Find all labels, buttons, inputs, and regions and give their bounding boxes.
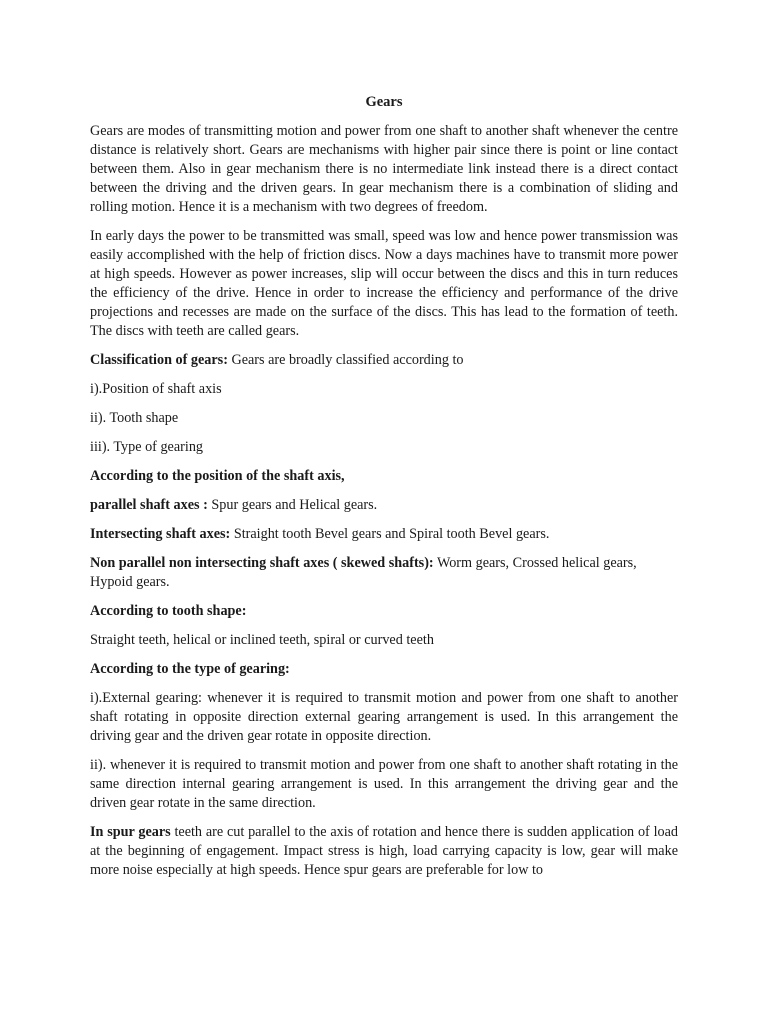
criteria-item-1: i).Position of shaft axis	[90, 381, 222, 397]
criteria-item-3: iii). Type of gearing	[90, 439, 204, 455]
parallel-shaft-paragraph	[90, 496, 678, 515]
classification-text: Gears are broadly classified according to	[227, 352, 464, 368]
page-title: Gears	[365, 94, 403, 110]
internal-gearing-paragraph: ii). whenever it is required to transmit motion and power from one shaft to another shaft rotating in the same direction internal gearing arrangement is used. In this arrangement the driving gear and the driven gear rotate in the same direction.	[90, 757, 678, 811]
spur-gears-text: teeth are cut parallel to the axis of rotation and hence there is sudden application of load at the beginning of engagement. Impact stress is high, load carrying capacity is low, gear will make more noise especially at high speeds. Hence spur gears are preferable for low to	[90, 824, 678, 878]
parallel-shaft-label: parallel shaft axes :	[90, 497, 208, 513]
spur-gears-paragraph	[90, 823, 678, 880]
external-gearing-paragraph: i).External gearing: whenever it is required to transmit motion and power from one shaft to another shaft rotating in opposite direction external gearing arrangement is used. In this arrangement the driving gear and the driven gear rotate in opposite direction.	[90, 690, 678, 744]
intro-paragraph-1: Gears are modes of transmitting motion and power from one shaft to another shaft whenever the centre distance is relatively short. Gears are mechanisms with higher pair since there is point or line contact between them. Also in gear mechanism there is no intermediate link instead there is a direct contact between the driving and the driven gears. In gear mechanism there is a combination of sliding and rolling motion. Hence it is a mechanism with two degrees of freedom.	[90, 123, 678, 215]
criteria-item-2: ii). Tooth shape	[90, 410, 179, 426]
classification-label: Classification of gears:	[90, 352, 228, 368]
tooth-shape-heading: According to tooth shape:	[90, 603, 247, 619]
classification-paragraph	[90, 351, 678, 370]
spur-gears-label: In spur gears	[90, 824, 171, 840]
skewed-shaft-label: Non parallel non intersecting shaft axes ( skewed shafts):	[90, 555, 434, 571]
gearing-type-heading: According to the type of gearing:	[90, 661, 290, 677]
tooth-shape-text: Straight teeth, helical or inclined teeth, spiral or curved teeth	[90, 632, 434, 648]
intersecting-shaft-paragraph	[90, 525, 678, 544]
intersecting-shaft-text: Straight tooth Bevel gears and Spiral tooth Bevel gears.	[230, 526, 550, 542]
shaft-axis-heading: According to the position of the shaft axis,	[90, 468, 345, 484]
skewed-shaft-paragraph	[90, 554, 678, 592]
parallel-shaft-text: Spur gears and Helical gears.	[207, 497, 378, 513]
skewed-shaft-text: Worm gears, Crossed helical gears, Hypoid gears.	[90, 555, 637, 590]
intro-paragraph-2: In early days the power to be transmitted was small, speed was low and hence power transmission was easily accomplished with the help of friction discs. Now a days machines have to transmit more power at high speeds. However as power increases, slip will occur between the discs and this in turn reduces the efficiency of the drive. Hence in order to increase the efficiency and performance of the drive projections and recesses are made on the surface of the discs. This has lead to the formation of teeth. The discs with teeth are called gears.	[90, 228, 678, 339]
intersecting-shaft-label: Intersecting shaft axes:	[90, 526, 231, 542]
